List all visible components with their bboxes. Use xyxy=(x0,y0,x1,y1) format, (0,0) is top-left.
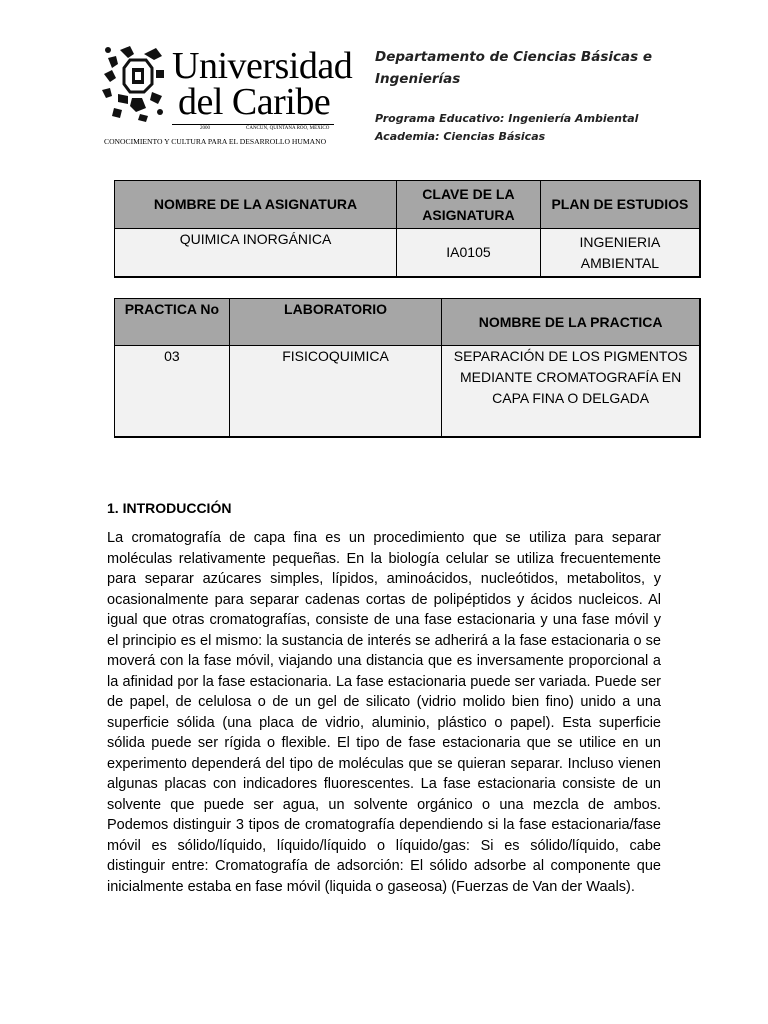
university-logo xyxy=(100,44,353,150)
laboratory-cell: FISICOQUIMICA xyxy=(229,346,441,438)
logo-year: 2000 xyxy=(200,126,210,131)
laboratory-header: LABORATORIO xyxy=(229,299,441,346)
subject-name-cell: QUIMICA INORGÁNICA xyxy=(115,229,397,278)
section-heading: 1. INTRODUCCIÓN xyxy=(107,500,232,516)
practice-table xyxy=(114,298,701,438)
subject-name-header: NOMBRE DE LA ASIGNATURA xyxy=(115,181,397,229)
subject-code-header: CLAVE DE LA ASIGNATURA xyxy=(397,181,541,229)
introduction-paragraph: La cromatografía de capa fina es un procedimiento que se utiliza para separar moléculas relativamente pequeñas. En la biología celular se utiliza frecuentemente para separar azúcares simples, lípidos, aminoácidos, nucleótidos, metabolitos, y ocasionalmente para separar cadenas cortas de polipéptidos y ácidos nucleicos. Al igual que otras cromatografías, consiste de una fase estacionaria y una fase móvil y el principio es el mismo: la sustancia de interés se adherirá a la fase estacionaria o se moverá con la fase móvil, viajando una distancia que es inversamente proporcional a la afinidad por la fase estacionaria. La fase estacionaria puede ser variada. Puede ser de papel, de celulosa o de un gel de silicato (vidrio molido bien fino) unido a una superficie sólida (una placa de vidrio, aluminio, plástico o papel). Esta superficie sólida puede ser rígida o flexible. El tipo de fase estacionaria que se utilice en un experimento dependerá del tipo de moléculas que se quieran separar. Incluso vienen algunas placas con indicadores fluorescentes. La fase estacionaria consiste de un solvente que puede ser agua, un solvente orgánico o una mezcla de ambos. Podemos distinguir 3 tipos de cromatografía dependiendo si la fase estacionaria/fase móvil es sólido/líquido, líquido/líquido o líquido/gas: Si es sólido/líquido, cabe distinguir entre: Cromatografía de adsorción: El sólido adsorbe al componente que inicialmente estaba en fase móvil (liquida o gaseosa) (Fuerzas de Van der Waals). xyxy=(107,530,661,895)
practice-name-cell: SEPARACIÓN DE LOS PIGMENTOS MEDIANTE CROMATOGRAFÍA EN CAPA FINA O DELGADA xyxy=(442,346,700,438)
university-name-line2: del Caribe xyxy=(178,81,331,123)
university-emblem-icon xyxy=(100,44,166,124)
subject-table xyxy=(114,180,701,278)
program-name: Programa Educativo: Ingeniería Ambiental xyxy=(375,112,639,125)
department-title: Departamento de Ciencias Básicas e Ingenierías xyxy=(375,49,652,87)
university-name-line1: Universidad xyxy=(172,45,353,87)
logo-place: CANCÚN, QUINTANA ROO, MÉXICO xyxy=(246,126,330,131)
study-plan-header: PLAN DE ESTUDIOS xyxy=(540,181,700,229)
study-plan-cell: INGENIERIA AMBIENTAL xyxy=(540,229,700,278)
academy-name: Academia: Ciencias Básicas xyxy=(375,130,546,143)
subject-code-cell: IA0105 xyxy=(397,229,541,278)
program-info xyxy=(375,110,638,146)
practice-number-header: PRACTICA No xyxy=(115,299,230,346)
practice-number-cell: 03 xyxy=(115,346,230,438)
university-motto: CONOCIMIENTO Y CULTURA PARA EL DESARROLLO HUMANO xyxy=(104,137,327,146)
practice-name-header: NOMBRE DE LA PRACTICA xyxy=(442,299,700,346)
